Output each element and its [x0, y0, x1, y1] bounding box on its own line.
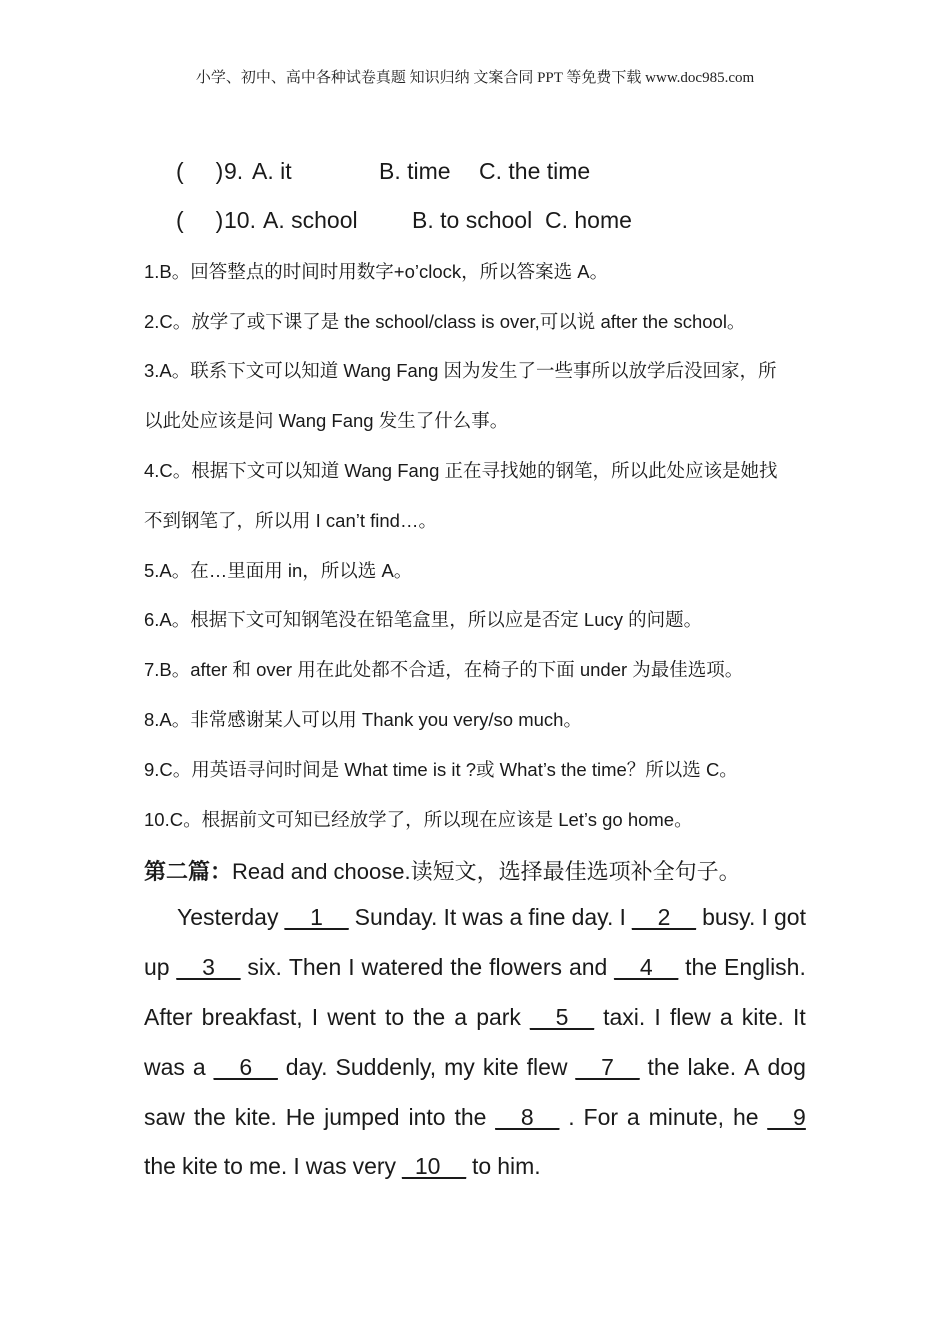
passage-word: was [144, 1054, 185, 1080]
passage-line [144, 1104, 806, 1131]
passage-word: I [619, 904, 626, 930]
passage-word: a [454, 1004, 468, 1030]
passage-word: was [305, 1153, 347, 1179]
passage-word: up [144, 954, 170, 980]
passage-word: a [719, 1004, 733, 1030]
passage-word: minute, [648, 1104, 725, 1130]
passage-word: It [443, 904, 457, 930]
passage-blank: __8__ [495, 1104, 560, 1130]
passage-word: and [568, 954, 608, 980]
passage-word: taxi. [603, 1004, 646, 1030]
passage-word: he [732, 1104, 759, 1130]
passage-word: a [626, 1104, 640, 1130]
passage-word: saw [144, 1104, 185, 1130]
passage-word: He [285, 1104, 316, 1130]
section-label: 第二篇： [144, 859, 233, 884]
explanation-line: 6.A。根据下文可知钢笔没在铅笔盒里，所以应是否定 Lucy 的问题。 [144, 609, 703, 630]
passage-word: fine [528, 904, 566, 930]
passage-word: day. [285, 1054, 328, 1080]
passage-blank: __3__ [176, 954, 241, 980]
section-title: Read and choose.读短文，选择最佳选项补全句子。 [232, 859, 741, 884]
passage-word: Yesterday [177, 904, 279, 930]
passage-word: to [223, 1153, 243, 1179]
answer-paren: ( ) [176, 158, 224, 184]
explanation-line: 不到钢笔了，所以用 I can’t find…。 [144, 510, 437, 531]
explanation-line: 10.C。根据前文可知已经放学了，所以现在应该是 Let’s go home。 [144, 809, 693, 830]
passage-word: dog [767, 1054, 806, 1080]
explanation-line: 8.A。非常感谢某人可以用 Thank you very/so much。 [144, 709, 582, 730]
passage-word: went [327, 1004, 376, 1030]
option-c: C. home [545, 207, 632, 233]
passage-line [177, 904, 806, 931]
option-c: C. the time [479, 158, 591, 184]
passage-word: A [744, 1054, 760, 1080]
passage-word: Sunday. [354, 904, 438, 930]
passage-word: a [509, 904, 523, 930]
passage-word: I [311, 1004, 319, 1030]
passage-word: breakfast, [201, 1004, 303, 1030]
passage-word: For [583, 1104, 619, 1130]
option-a: A. it [252, 158, 292, 184]
passage-line [144, 1004, 806, 1031]
passage-word: jumped [324, 1104, 400, 1130]
passage-word: I [761, 904, 768, 930]
passage-word: flew [526, 1054, 568, 1080]
passage-word: the [413, 1004, 446, 1030]
passage-word: After [144, 1004, 193, 1030]
explanation-line: 3.A。联系下文可以知道 Wang Fang 因为发生了一些事所以放学后没回家，所 [144, 360, 777, 381]
explanation-line: 9.C。用英语寻问时间是 What time is it ?或 What’s the time？所以选 C。 [144, 759, 738, 780]
passage-word: six. [247, 954, 282, 980]
passage-word: I [348, 954, 355, 980]
passage-blank: _10__ [402, 1153, 467, 1179]
passage-word: was [462, 904, 504, 930]
passage-word: English. [724, 954, 806, 980]
passage-word: the [454, 1104, 487, 1130]
passage-word: park [476, 1004, 521, 1030]
passage-word: to [472, 1153, 492, 1179]
passage-word: kite [482, 1054, 519, 1080]
passage-blank: __6__ [213, 1054, 278, 1080]
passage-word: day. [571, 904, 614, 930]
passage-word: kite. [234, 1104, 277, 1130]
passage-word: busy. [702, 904, 756, 930]
passage-line [144, 1054, 806, 1081]
option-a: A. school [263, 207, 358, 233]
explanation-line: 2.C。放学了或下课了是 the school/class is over,可以说 after the school。 [144, 311, 746, 332]
explanation-line: 5.A。在…里面用 in，所以选 A。 [144, 560, 413, 581]
passage-word: flew [669, 1004, 711, 1030]
passage-line [144, 1153, 806, 1180]
passage-blank: __9 [767, 1104, 806, 1130]
answer-paren: ( ) [176, 207, 224, 233]
passage-blank: __4__ [614, 954, 679, 980]
passage-blank: __7__ [575, 1054, 640, 1080]
passage-word: the [144, 1153, 176, 1179]
passage-word: Then [288, 954, 342, 980]
passage-word: the [193, 1104, 226, 1130]
page-header: 小学、初中、高中各种试卷真题 知识归纳 文案合同 PPT 等免费下载 www.doc985.com [195, 70, 755, 86]
passage-word: kite [181, 1153, 218, 1179]
passage-blank: __1__ [284, 904, 349, 930]
passage-blank: __5__ [530, 1004, 594, 1030]
passage-line [144, 954, 806, 981]
passage-word: got [774, 904, 806, 930]
passage-word: him. [497, 1153, 541, 1179]
explanation-line: 7.B。after 和 over 用在此处都不合适，在椅子的下面 under 为最佳选项。 [144, 659, 744, 680]
passage-word: lake. [687, 1054, 737, 1080]
passage-word: the [685, 954, 718, 980]
passage-word: very [352, 1153, 397, 1179]
passage-word: It [793, 1004, 806, 1030]
question-number: 10. [224, 207, 256, 233]
explanation-line: 4.C。根据下文可以知道 Wang Fang 正在寻找她的钢笔，所以此处应该是她找 [144, 460, 778, 481]
passage-word: I [293, 1153, 300, 1179]
passage-word: . [568, 1104, 575, 1130]
passage-word: a [192, 1054, 206, 1080]
passage-word: flowers [489, 954, 563, 980]
passage-blank: __2__ [632, 904, 696, 930]
passage-word: Suddenly, [335, 1054, 437, 1080]
passage-word: the [450, 954, 483, 980]
passage-word: into [408, 1104, 446, 1130]
question-number: 9. [224, 158, 244, 184]
passage-word: the [647, 1054, 680, 1080]
passage-word: to [384, 1004, 405, 1030]
passage-word: me. [248, 1153, 288, 1179]
passage-word: I [654, 1004, 661, 1030]
passage-word: watered [361, 954, 444, 980]
option-b: B. to school [412, 207, 533, 233]
passage-word: my [444, 1054, 475, 1080]
explanation-line: 1.B。回答整点的时间时用数字+o’clock，所以答案选 A。 [144, 261, 609, 282]
section-heading [144, 855, 741, 886]
option-b: B. time [379, 158, 451, 184]
passage-word: kite. [741, 1004, 784, 1030]
explanation-line: 以此处应该是问 Wang Fang 发生了什么事。 [144, 410, 509, 431]
